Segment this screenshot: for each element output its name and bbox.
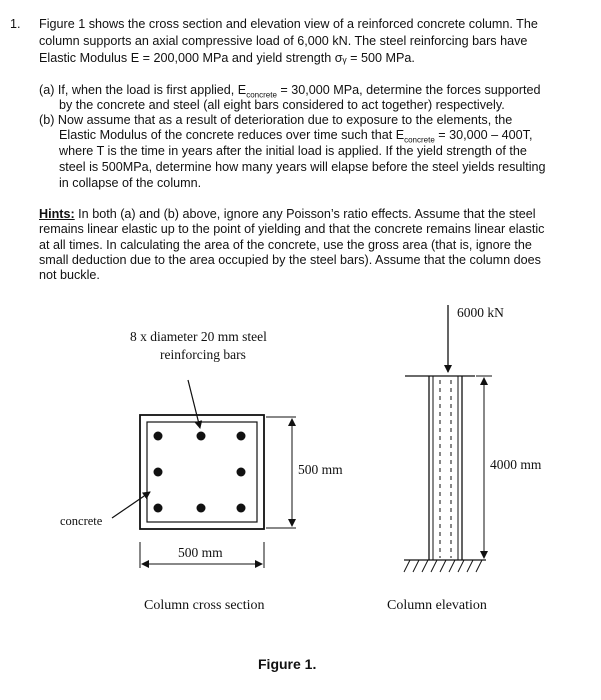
intro-line-2: column supports an axial compressive load of 6,000 kN. The steel reinforcing bars have <box>39 34 528 48</box>
concrete-label: concrete <box>60 514 103 528</box>
steel-leader <box>188 380 200 428</box>
hints-line-1: Hints: In both (a) and (b) above, ignore any Poisson’s ratio effects. Assume that the steel <box>39 207 536 221</box>
part-a-line-1: (a) If, when the load is first applied, $E_{concrete} = 30,000$ MPa, determine the forces supported <box>39 83 541 100</box>
part-b-line-1: (b) Now assume that as a result of deterioration due to exposure to the elements, the <box>39 113 513 127</box>
steel-label-line-2: reinforcing bars <box>160 347 246 362</box>
concrete-leader <box>112 492 150 518</box>
hints-line-4: small deduction due to the area occupied by the steel bars). Assume that the column does <box>39 253 541 267</box>
height-dimension-label: 500 mm <box>298 462 343 477</box>
rebar <box>237 432 246 441</box>
hints-label: Hints: <box>39 207 75 221</box>
rebar <box>197 504 206 513</box>
width-dimension-label: 500 mm <box>178 545 223 560</box>
length-dimension-label: 4000 mm <box>490 457 542 472</box>
rebar <box>237 504 246 513</box>
question-number: 1. <box>10 17 21 31</box>
intro-line-3: Elastic Modulus E = 200,000 MPa and yield strength σᵧ = 500 MPa. <box>39 51 415 65</box>
hints-line-5: not buckle. <box>39 268 100 282</box>
hints-line-3: at all times. In calculating the area of the concrete, use the gross area (that is, ignore the <box>39 238 532 252</box>
intro-line-1: Figure 1 shows the cross section and elevation view of a reinforced concrete column. The <box>39 17 538 31</box>
part-b-line-2: Elastic Modulus of the concrete reduces over time such that $E_{concrete} = 30,000 - 400T$, <box>59 128 533 145</box>
part-b-line-5: in collapse of the column. <box>59 176 202 190</box>
part-b-line-3: where T is the time in years after the initial load is applied. If the yield strength of the <box>59 144 527 158</box>
hints-line-2: remains linear elastic up to the point of yielding and that the concrete remains linear elastic <box>39 222 545 236</box>
rebar <box>154 432 163 441</box>
rebar <box>154 468 163 477</box>
steel-label-line-1: 8 x diameter 20 mm steel <box>130 329 267 344</box>
part-a-line-2: by the concrete and steel (all eight bars considered to act together) respectively. <box>59 98 505 112</box>
rebar <box>197 432 206 441</box>
rebar <box>154 504 163 513</box>
part-b-line-4: steel is 500MPa, determine how many years will elapse before the steel yields resulting <box>59 160 546 174</box>
load-label: 6000 kN <box>457 305 504 320</box>
rebar <box>237 468 246 477</box>
cross-section-caption: Column cross section <box>144 598 265 613</box>
elevation-caption: Column elevation <box>387 598 487 613</box>
ground-hatch <box>404 560 482 572</box>
figure-caption: Figure 1. <box>258 656 317 672</box>
